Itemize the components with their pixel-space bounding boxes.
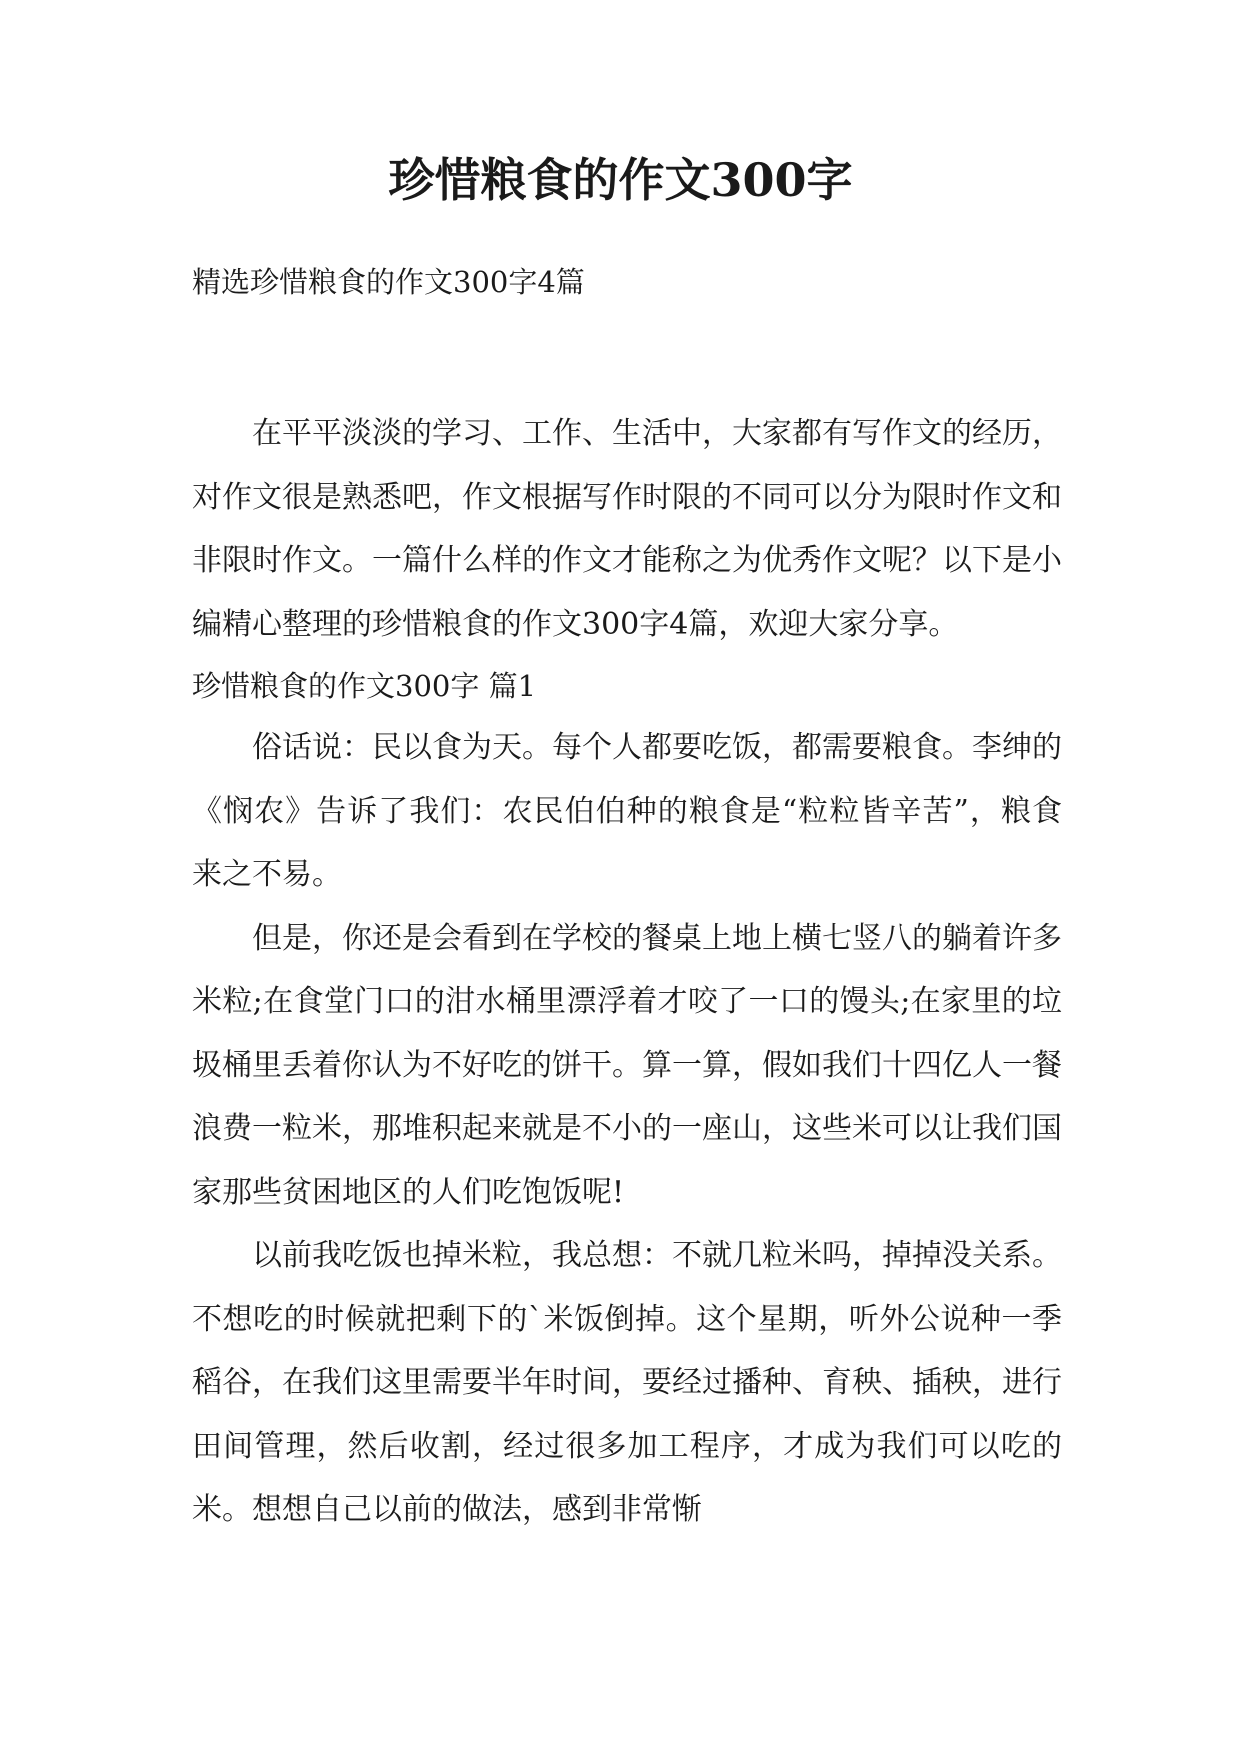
document-title: 珍惜粮食的作文300字 bbox=[388, 153, 853, 207]
body-paragraph: 但是，你还是会看到在学校的餐桌上地上横七竖八的躺着许多米粒;在食堂门口的泔水桶里漂浮着才咬了一口的馒头;在家里的垃圾桶里丢着你认为不好吃的饼干。算一算，假如我们十四亿人一餐浪费一粒米，那堆积起来就是不小的一座山，这些米可以让我们国家那些贫困地区的人们吃饱饭呢! bbox=[192, 920, 1062, 1210]
document-subtitle: 精选珍惜粮食的作文300字4篇 bbox=[192, 265, 585, 299]
intro-paragraph: 在平平淡淡的学习、工作、生活中，大家都有写作文的经历，对作文很是熟悉吧，作文根据写作时限的不同可以分为限时作文和非限时作文。一篇什么样的作文才能称之为优秀作文呢？以下是小编精心整理的珍惜粮食的作文300字4篇，欢迎大家分享。 bbox=[192, 416, 1062, 642]
document-body bbox=[192, 402, 1062, 1542]
section-heading: 珍惜粮食的作文300字 篇1 bbox=[192, 669, 537, 703]
body-paragraph: 以前我吃饭也掉米粒，我总想：不就几粒米吗，掉掉没关系。不想吃的时候就把剩下的`米饭倒掉。这个星期，听外公说种一季稻谷，在我们这里需要半年时间，要经过播种、育秧、插秧，进行田间管理，然后收割，经过很多加工程序，才成为我们可以吃的米。想想自己以前的做法，感到非常惭 bbox=[192, 1238, 1062, 1527]
body-paragraph: 俗话说：民以食为天。每个人都要吃饭，都需要粮食。李绅的《悯农》告诉了我们：农民伯伯种的粮食是“粒粒皆辛苦”，粮食来之不易。 bbox=[192, 730, 1062, 892]
